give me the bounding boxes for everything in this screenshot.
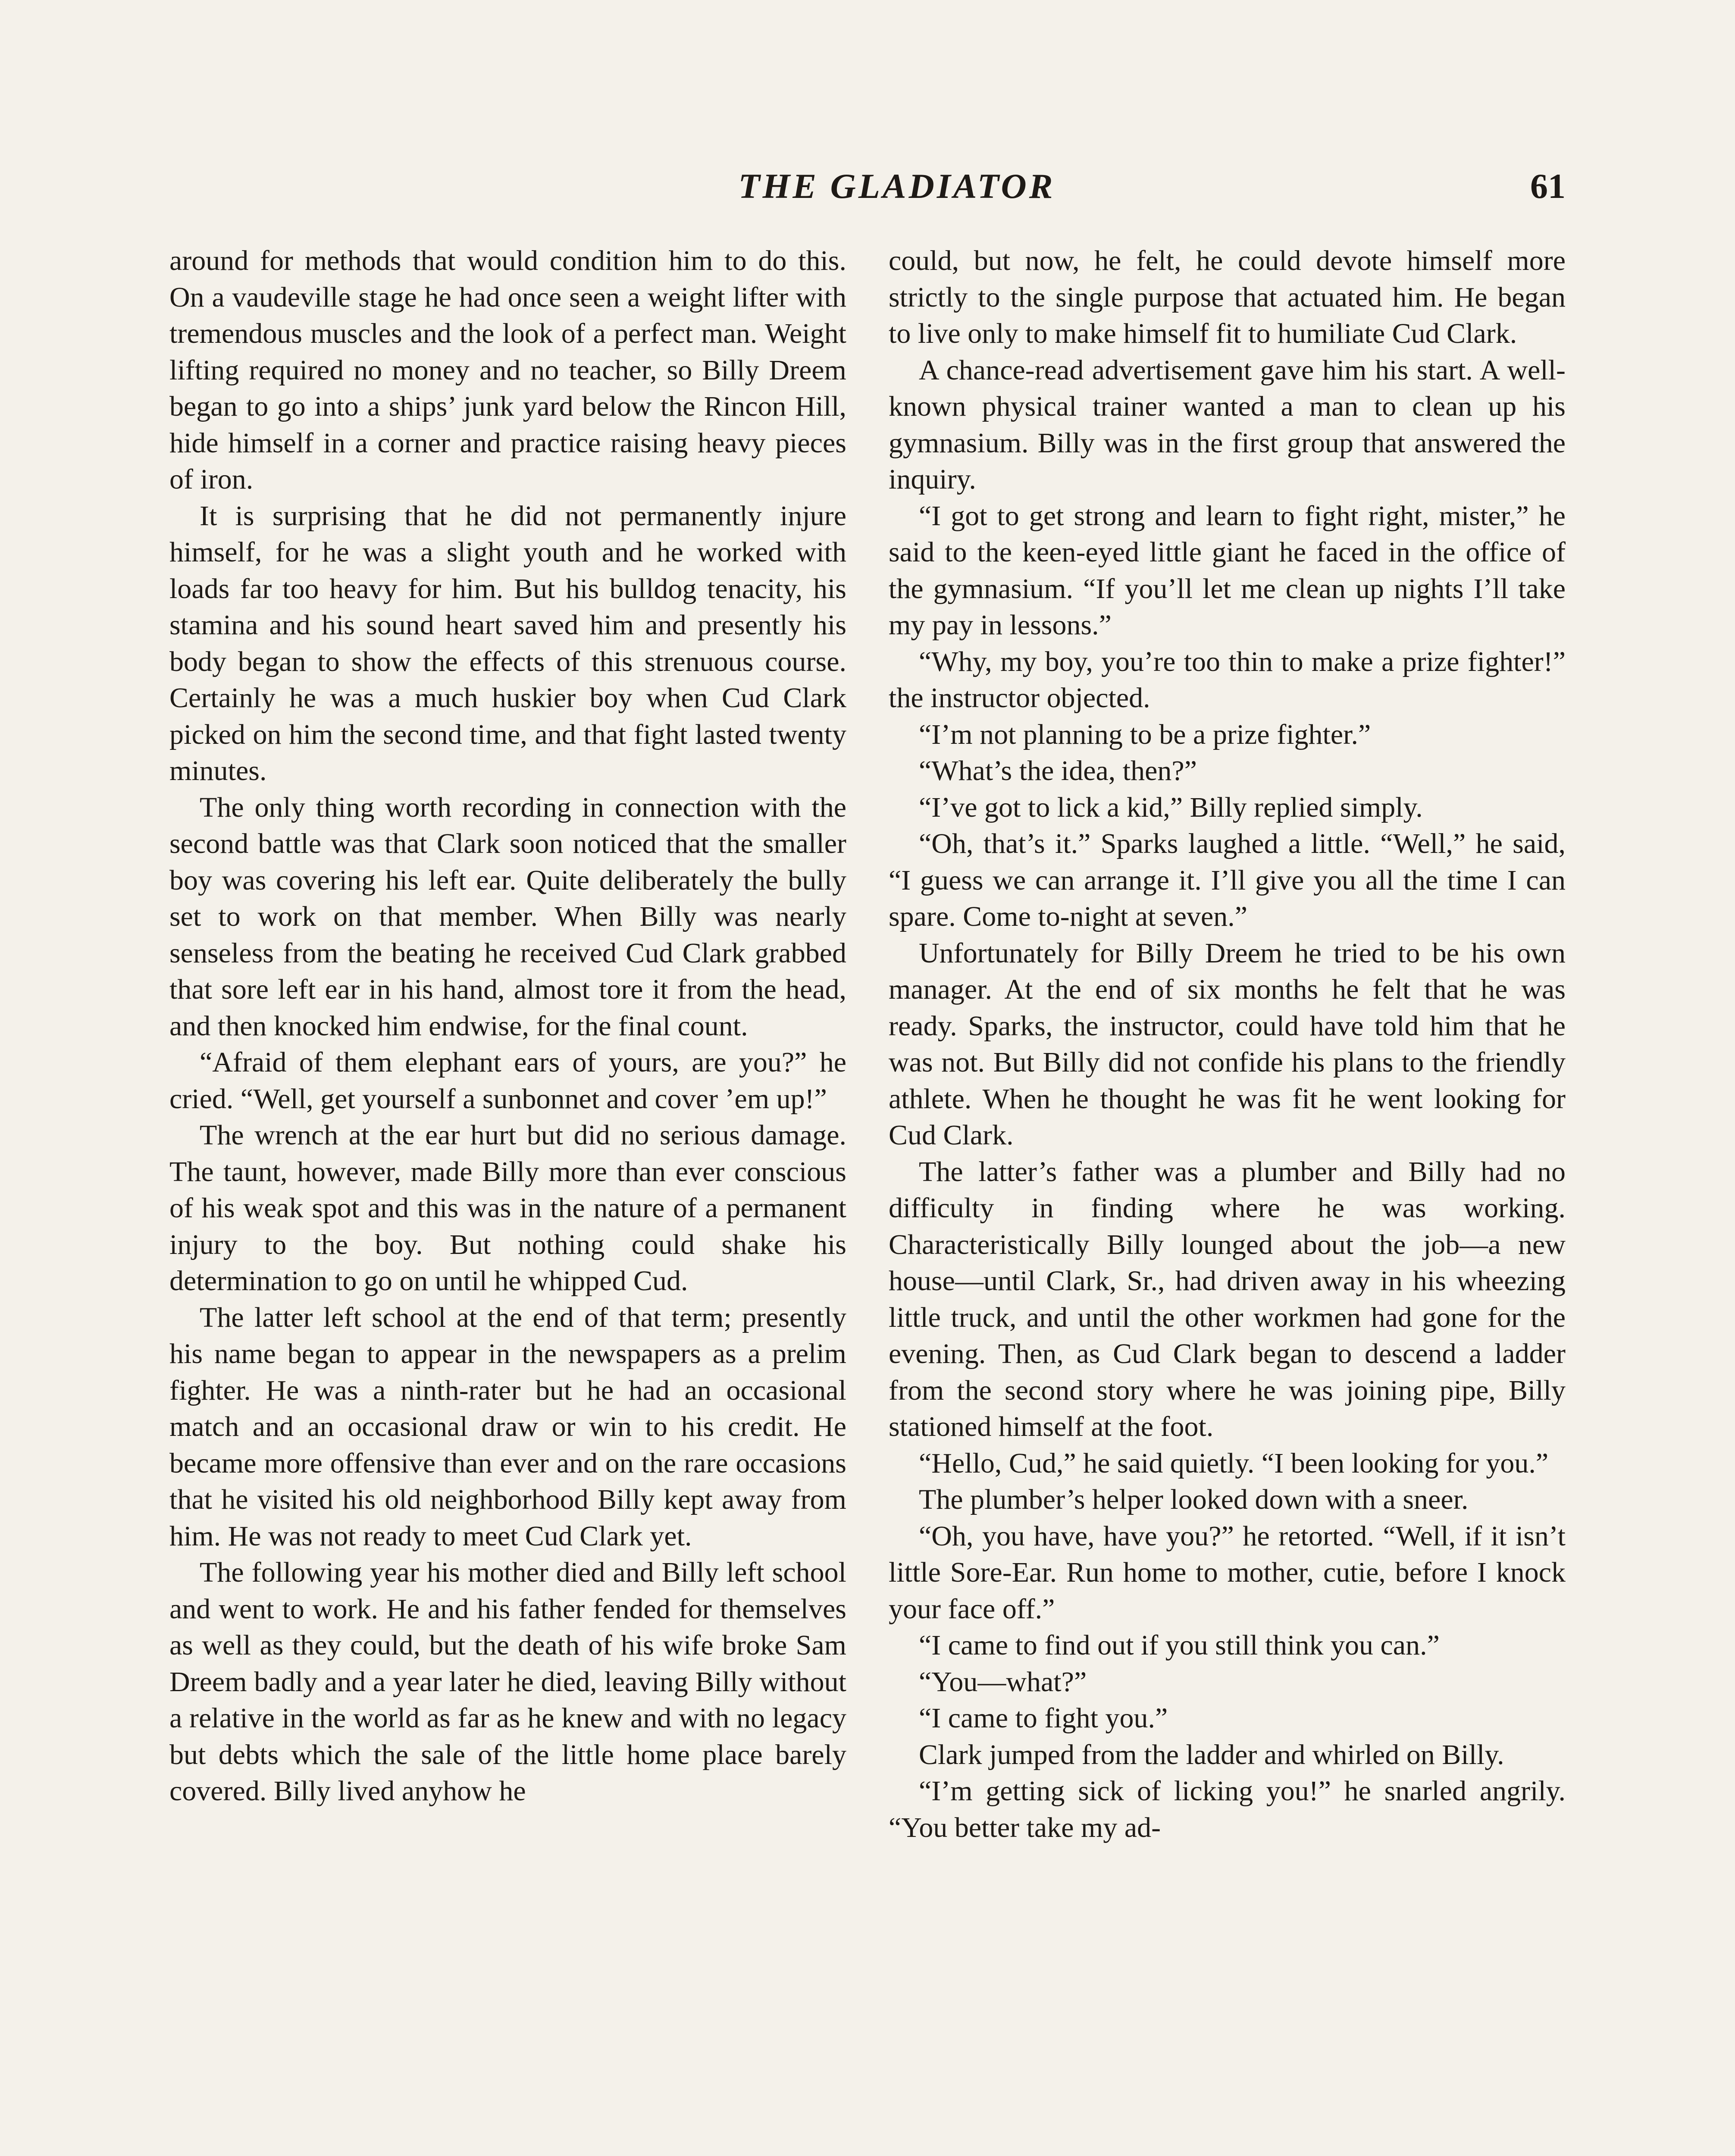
paragraph: “I’m getting sick of licking you!” he snarled angrily. “You better take my ad- bbox=[889, 1775, 1566, 1843]
paragraph: “Afraid of them elephant ears of yours, are you?” he cried. “Well, get yourself a sunbonnet and cover ’em up!” bbox=[169, 1047, 846, 1115]
paragraph: The only thing worth recording in connection with the second battle was that Clark soon noticed that the smaller boy was covering his left ear. Quite deliberately the bully set to work on that member. When Billy was nearly senseless from the beating he received Cud Clark grabbed that sore left ear in his hand, almost tore it from the head, and then knocked him endwise, for the final count. bbox=[169, 791, 846, 1042]
paragraph: Clark jumped from the ladder and whirled on Billy. bbox=[919, 1739, 1504, 1771]
paragraph: around for methods that would condition him to do this. On a vaudeville stage he had once seen a weight lifter with tremendous muscles and the look of a perfect man. Weight lifting required no money and no teacher, so Billy Dreem began to go into a ships’ junk yard below the Rincon Hill, hide himself in a corner and practice raising heavy pieces of iron. bbox=[169, 245, 846, 495]
paragraph: The latter’s father was a plumber and Billy had no difficulty in finding where he was working. Characteristically Billy lounged about the job—a new house—until Clark, Sr., had driven away in his wheezing little truck, and until the other workmen had gone for the evening. Then, as Cud Clark began to descend a ladder from the second story where he was joining pipe, Billy stationed himself at the foot. bbox=[889, 1156, 1566, 1442]
paragraph: “I came to fight you.” bbox=[919, 1702, 1168, 1734]
paragraph: It is surprising that he did not permanently injure himself, for he was a slight youth and he worked with loads far too heavy for him. But his bulldog tenacity, his stamina and his sound heart saved him and presently his body began to show the effects of this strenuous course. Certainly he was a much huskier boy when Cud Clark picked on him the second time, and that fight lasted twenty minutes. bbox=[169, 500, 846, 787]
page-number: 61 bbox=[1530, 166, 1566, 206]
paragraph: could, but now, he felt, he could devote himself more strictly to the single purpose that actuated him. He began to live only to make himself fit to humiliate Cud Clark. bbox=[889, 245, 1566, 349]
paragraph: “I’ve got to lick a kid,” Billy replied simply. bbox=[919, 791, 1423, 823]
paragraph: “Oh, that’s it.” Sparks laughed a little. “Well,” he said, “I guess we can arrange it. I’ll give you all the time I can spare. Come to-night at seven.” bbox=[889, 828, 1566, 932]
paragraph: The plumber’s helper looked down with a sneer. bbox=[919, 1484, 1469, 1515]
paragraph: “I got to get strong and learn to fight right, mister,” he said to the keen-eyed little giant he faced in the office of the gymnasium. “If you’ll let me clean up nights I’ll take my pay in lessons.” bbox=[889, 500, 1566, 641]
paragraph: “I came to find out if you still think you can.” bbox=[919, 1630, 1440, 1661]
paragraph: Unfortunately for Billy Dreem he tried to be his own manager. At the end of six months he felt that he was ready. Sparks, the instructor, could have told him that he was not. But Billy did not confide his plans to the friendly athlete. When he thought he was fit he went looking for Cud Clark. bbox=[889, 937, 1566, 1151]
paragraph: A chance-read advertisement gave him his start. A well-known physical trainer wanted a man to clean up his gymnasium. Billy was in the first group that answered the inquiry. bbox=[889, 354, 1566, 495]
paragraph: The latter left school at the end of that term; presently his name began to appear in the newspapers as a prelim fighter. He was a ninth-rater but he had an occasional match and an occasional draw or win to his credit. He became more offensive than ever and on the rare occasions that he visited his old neighborhood Billy kept away from him. He was not ready to meet Cud Clark yet. bbox=[169, 1301, 846, 1552]
running-head-title: THE GLADIATOR bbox=[738, 166, 1055, 206]
paragraph: The wrench at the ear hurt but did no serious damage. The taunt, however, made Billy more than ever conscious of his weak spot and this was in the nature of a permanent injury to the boy. But nothing could shake his determination to go on until he whipped Cud. bbox=[169, 1119, 846, 1297]
paragraph: “You—what?” bbox=[919, 1666, 1087, 1698]
paragraph: The following year his mother died and Billy left school and went to work. He and his father fended for themselves as well as they could, but the death of his wife broke Sam Dreem badly and a year later he died, leaving Billy without a relative in the world as far as he knew and with no legacy but debts which the sale of the little home place barely covered. Billy lived anyhow he bbox=[169, 1557, 846, 1807]
paragraph: “Oh, you have, have you?” he retorted. “Well, if it isn’t little Sore-Ear. Run home to mother, cutie, before I knock your face off.” bbox=[889, 1520, 1566, 1625]
paragraph: “Hello, Cud,” he said quietly. “I been looking for you.” bbox=[919, 1447, 1549, 1479]
right-text-column bbox=[889, 243, 1566, 2156]
paragraph: “What’s the idea, then?” bbox=[919, 755, 1197, 787]
paragraph: “I’m not planning to be a prize fighter.” bbox=[919, 718, 1371, 750]
left-text-column bbox=[169, 243, 846, 2156]
paragraph: “Why, my boy, you’re too thin to make a prize fighter!” the instructor objected. bbox=[889, 646, 1566, 714]
